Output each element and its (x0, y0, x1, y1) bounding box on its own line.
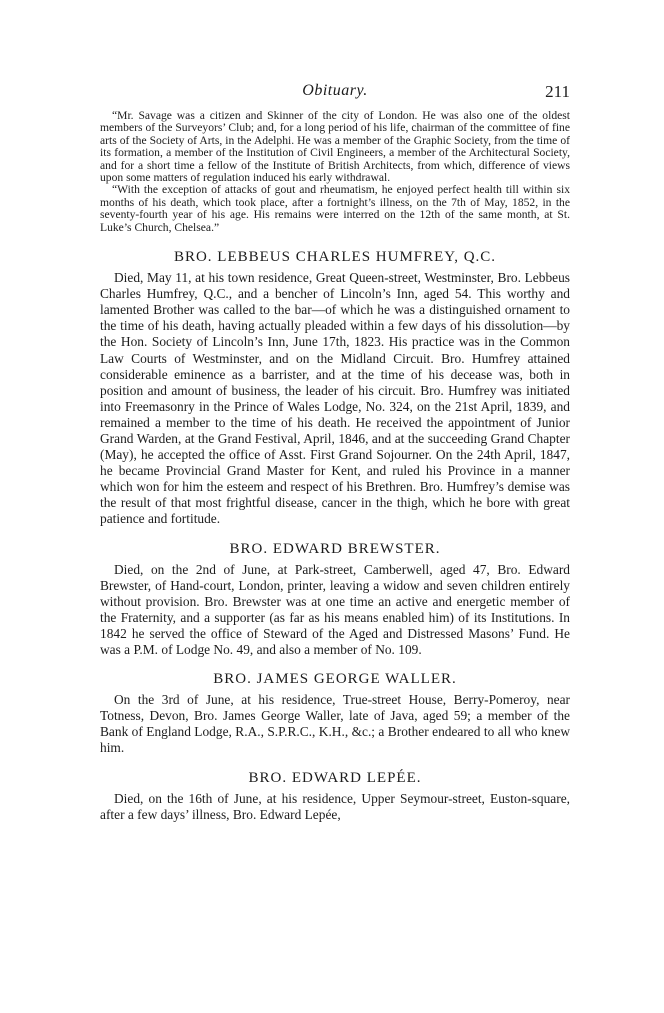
page-content (100, 110, 570, 823)
entry-heading: BRO. EDWARD LEPÉE. (248, 769, 422, 786)
quote-paragraph: “Mr. Savage was a citizen and Skinner of the city of London. He was also one of the oldest members of the Surveyors’ Club; and, for a long period of his life, chairman of the committee of fine arts of the Society of Arts, in the Adelphi. He was a member of the Graphic Society, from the time of its formation, a member of the Institution of Civil Engineers, a member of the Architectural Society, and for a short time a fellow of the Institute of British Architects, from which, difference of views upon some matters of regulation induced his early withdrawal. (100, 109, 570, 185)
running-title: Obituary. (302, 82, 368, 99)
page-number: 211 (545, 82, 570, 101)
entry-heading: BRO. LEBBEUS CHARLES HUMFREY, Q.C. (173, 249, 497, 266)
quote-paragraph: “With the exception of attacks of gout and rheumatism, he enjoyed perfect health till within six months of his death, which took place, after a fortnight’s illness, on the 7th of May, 1852, in the seventy-fourth year of his age. His remains were interred on the 12th of the same month, at St. Luke’s Church, Chelsea.” (100, 183, 570, 234)
entry-heading: BRO. EDWARD BREWSTER. (229, 540, 441, 557)
running-head (100, 82, 570, 102)
obituary-entry-waller (100, 670, 570, 756)
entry-body: Died, on the 2nd of June, at Park-street, Camberwell, aged 47, Bro. Edward Brewster, of Hand-court, London, printer, leaving a widow and seven children entirely without provision. Bro. Brewster was at one time an active and energetic member of the Fraternity, and a supporter (as far as his means enabled him) of its Institutions. In 1842 he served the office of Steward of the Aged and Distressed Masons’ Fund. He was a P.M. of Lodge No. 49, and also a member of No. 109. (100, 561, 570, 658)
obituary-entry-lepee (100, 769, 570, 823)
quoted-obituary-passage (100, 110, 570, 234)
entry-body: Died, May 11, at his town residence, Great Queen-street, Westminster, Bro. Lebbeus Charles Humfrey, Q.C., and a bencher of Lincoln’s Inn, aged 54. This worthy and lamented Brother was called to the bar—of which he was a distinguished ornament to the time of his death, having actually pleaded within a few days of his dissolution—by the Hon. Society of Lincoln’s Inn, June 17th, 1823. His practice was in the Common Law Courts of Westminster, and on the Midland Circuit. Bro. Humfrey attained considerable eminence as a barrister, and at the time of his decease was, both in position and amount of business, the leader of his circuit. Bro. Humfrey was initiated into Freemasonry in the Prince of Wales Lodge, No. 324, on the 21st April, 1839, and remained a member to the time of his death. He received the appointment of Junior Grand Warden, at the Grand Festival, April, 1846, and at the succeeding Grand Chapter (May), he accepted the office of Asst. First Grand Sojourner. On the 24th April, 1847, he became Provincial Grand Master for Kent, and ruled his Province in a manner which won for him the esteem and respect of his Brethren. Bro. Humfrey’s demise was the result of that most frightful disease, cancer in the thigh, which he bore with great patience and fortitude. (100, 270, 570, 527)
entry-body: On the 3rd of June, at his residence, True-street House, Berry-Pomeroy, near Totness, Devon, Bro. James George Waller, late of Java, aged 59; a member of the Bank of England Lodge, R.A., S.P.R.C., K.H., &c.; a Brother endeared to all who knew him. (100, 692, 570, 756)
entry-body: Died, on the 16th of June, at his residence, Upper Seymour-street, Euston-square, after a few days’ illness, Bro. Edward Lepée, (100, 790, 570, 822)
entry-heading: BRO. JAMES GEORGE WALLER. (213, 671, 457, 688)
obituary-entry-brewster (100, 540, 570, 659)
obituary-entry-humfrey (100, 248, 570, 528)
